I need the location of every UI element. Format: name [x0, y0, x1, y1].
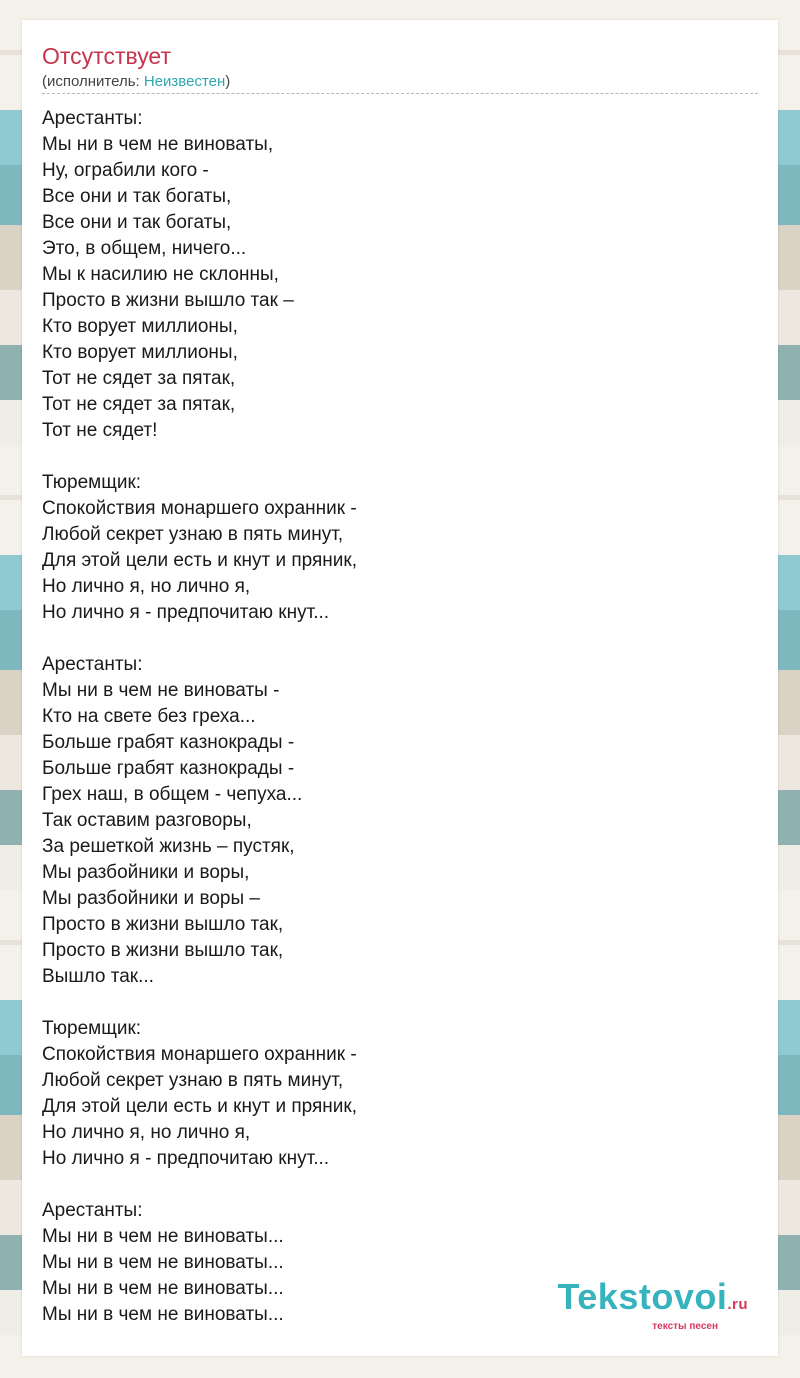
- lyrics-line: За решеткой жизнь – пустяк,: [42, 836, 295, 857]
- lyrics-line: Кто ворует миллионы,: [42, 316, 238, 337]
- logo-name: Tekstovoi: [557, 1276, 728, 1317]
- lyrics-line: Мы разбойники и воры –: [42, 888, 260, 909]
- lyrics-line: Арестанты:: [42, 108, 143, 129]
- lyrics-blank-line: [42, 626, 758, 652]
- lyrics-line: Любой секрет узнаю в пять минут,: [42, 524, 344, 545]
- lyrics-line: Любой секрет узнаю в пять минут,: [42, 1070, 344, 1091]
- lyrics-line: Кто ворует миллионы,: [42, 342, 238, 363]
- lyrics-line: Мы ни в чем не виноваты...: [42, 1278, 284, 1299]
- lyrics-line: Мы ни в чем не виноваты...: [42, 1226, 284, 1247]
- artist-link[interactable]: Неизвестен: [143, 73, 226, 90]
- lyrics-line: Тот не сядет за пятак,: [42, 368, 236, 389]
- lyrics-line: Мы ни в чем не виноваты,: [42, 134, 274, 155]
- lyrics-line: Тот не сядет!: [42, 420, 158, 441]
- lyrics-line: Но лично я, но лично я,: [42, 1122, 251, 1143]
- lyrics-line: Арестанты:: [42, 1200, 143, 1221]
- lyrics-line: Все они и так богаты,: [42, 186, 232, 207]
- song-title: Отсутствует: [42, 43, 171, 69]
- lyrics-line: Это, в общем, ничего...: [42, 238, 247, 259]
- lyrics-blank-line: [42, 990, 758, 1016]
- lyrics-line: Просто в жизни вышло так –: [42, 290, 294, 311]
- logo-tld: .ru: [727, 1296, 748, 1313]
- lyrics-blank-line: [42, 444, 758, 470]
- lyrics-line: Но лично я, но лично я,: [42, 576, 251, 597]
- lyrics-line: Для этой цели есть и кнут и пряник,: [42, 550, 357, 571]
- lyrics-line: Спокойствия монаршего охранник -: [42, 498, 357, 519]
- lyrics-line: Просто в жизни вышло так,: [42, 914, 284, 935]
- lyrics-line: Спокойствия монаршего охранник -: [42, 1044, 357, 1065]
- lyrics-line: Ну, ограбили кого -: [42, 160, 209, 181]
- site-logo[interactable]: [557, 1276, 748, 1332]
- lyrics-line: Грех наш, в общем - чепуха...: [42, 784, 303, 805]
- lyrics-line: Вышло так...: [42, 966, 154, 987]
- artist-line: [42, 73, 230, 91]
- lyrics-line: Мы ни в чем не виноваты -: [42, 680, 280, 701]
- lyrics-line: Для этой цели есть и кнут и пряник,: [42, 1096, 357, 1117]
- lyrics-line: Мы ни в чем не виноваты...: [42, 1252, 284, 1273]
- artist-prefix: (исполнитель:: [42, 73, 144, 90]
- logo-wordmark: [557, 1276, 748, 1323]
- lyrics-text: [42, 106, 758, 1328]
- lyrics-line: Просто в жизни вышло так,: [42, 940, 284, 961]
- title-divider: [42, 93, 758, 94]
- lyrics-line: Больше грабят казнокрады -: [42, 758, 295, 779]
- lyrics-line: Больше грабят казнокрады -: [42, 732, 295, 753]
- lyrics-line: Кто на свете без греха...: [42, 706, 256, 727]
- lyrics-line: Мы разбойники и воры,: [42, 862, 250, 883]
- lyrics-line: Тот не сядет за пятак,: [42, 394, 236, 415]
- lyrics-line: Но лично я - предпочитаю кнут...: [42, 602, 330, 623]
- logo-tagline: тексты песен: [652, 1321, 718, 1332]
- lyrics-blank-line: [42, 1172, 758, 1198]
- lyrics-line: Но лично я - предпочитаю кнут...: [42, 1148, 330, 1169]
- lyrics-card: [22, 20, 778, 1356]
- lyrics-line: Все они и так богаты,: [42, 212, 232, 233]
- lyrics-line: Так оставим разговоры,: [42, 810, 252, 831]
- lyrics-line: Тюремщик:: [42, 1018, 142, 1039]
- lyrics-line: Мы к насилию не склонны,: [42, 264, 279, 285]
- lyrics-line: Мы ни в чем не виноваты...: [42, 1304, 284, 1325]
- lyrics-line: Арестанты:: [42, 654, 143, 675]
- artist-suffix: ): [225, 73, 231, 90]
- lyrics-line: Тюремщик:: [42, 472, 142, 493]
